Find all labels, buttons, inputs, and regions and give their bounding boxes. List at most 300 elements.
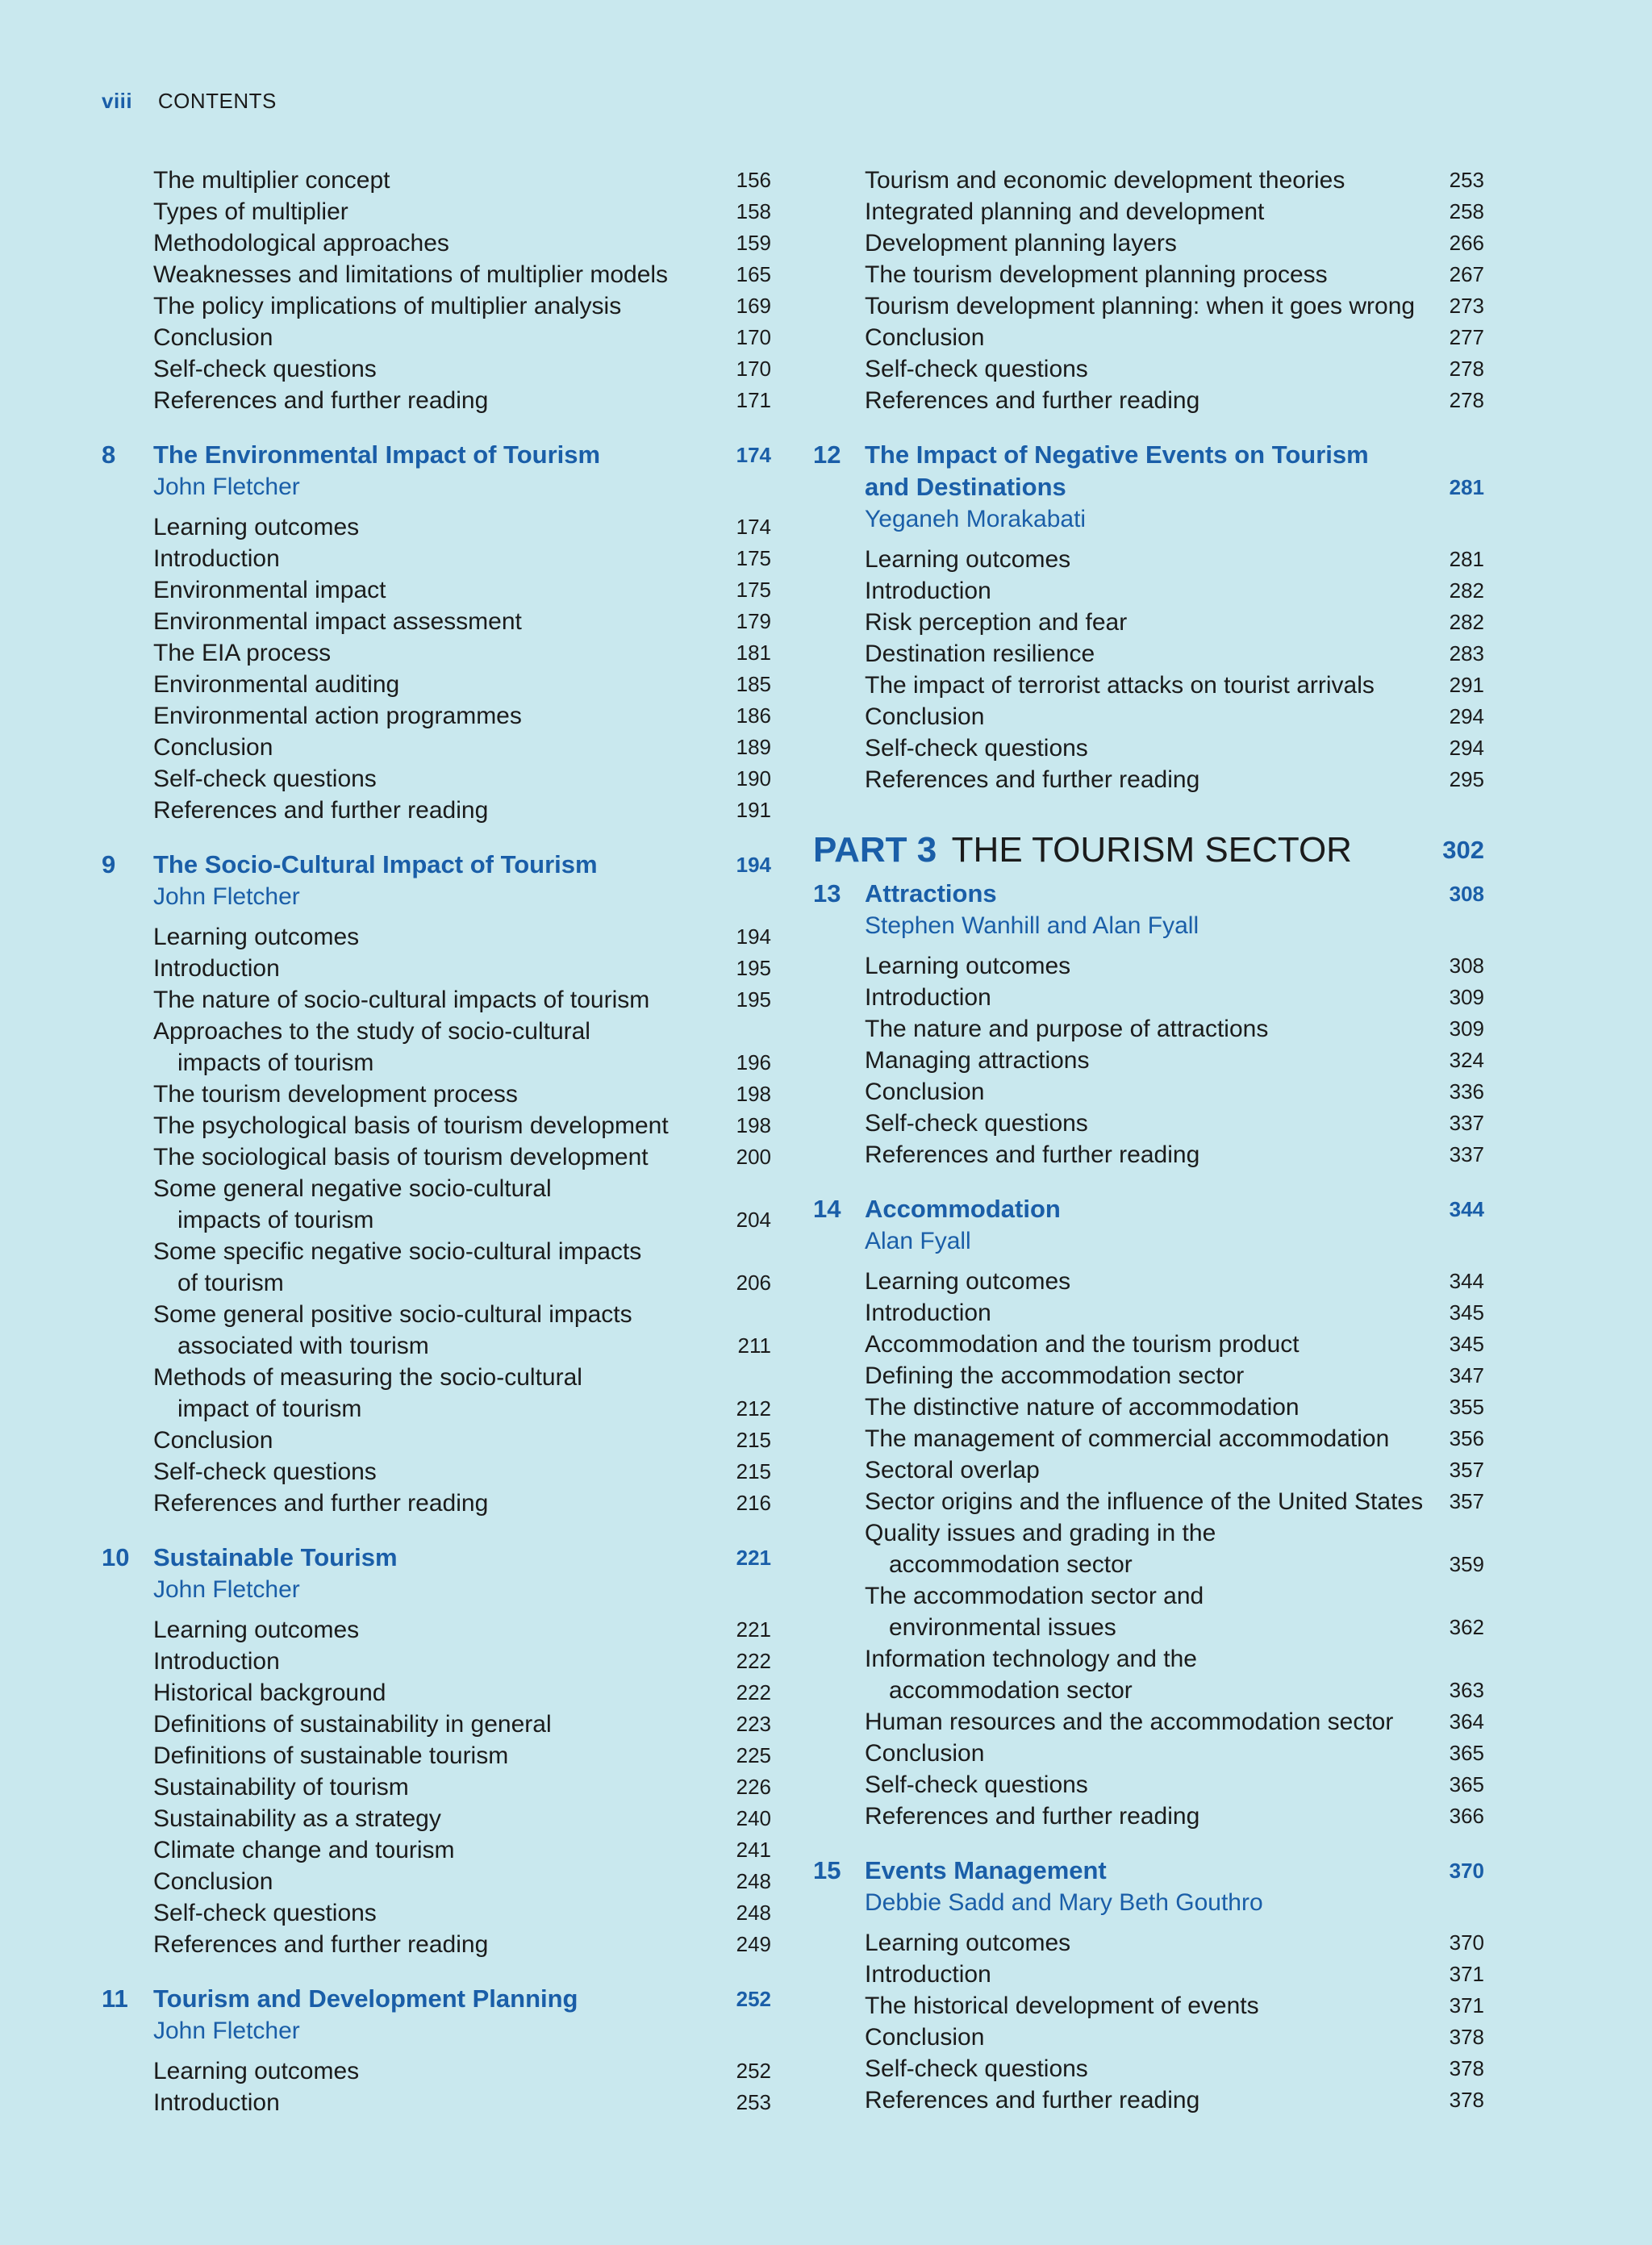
toc-entry-title: Quality issues and grading in the	[865, 1520, 1216, 1546]
toc-entry[interactable]	[102, 1456, 771, 1488]
toc-entry-title: Learning outcomes	[153, 924, 360, 950]
toc-entry-title: The tourism development planning process	[865, 261, 1328, 288]
toc-entry-page: 170	[736, 357, 771, 381]
toc-entry[interactable]	[102, 763, 771, 795]
toc-entry[interactable]	[102, 259, 771, 290]
toc-entry-title: Tourism development planning: when it goes wrong	[865, 293, 1416, 319]
toc-entry-title: Some general negative socio-cultural	[153, 1175, 552, 1202]
toc-entry-title: Learning outcomes	[865, 1930, 1071, 1956]
chapter-author: John Fletcher	[153, 2018, 300, 2044]
toc-entry[interactable]	[102, 1079, 771, 1110]
toc-entry-page: 215	[736, 1459, 771, 1483]
toc-entry[interactable]	[102, 385, 771, 416]
toc-entry-page: 294	[1449, 704, 1484, 728]
toc-entry[interactable]	[813, 1266, 1484, 1297]
toc-entry[interactable]	[102, 1362, 771, 1393]
toc-entry-title: Self-check questions	[153, 1458, 377, 1485]
toc-entry-page: 266	[1449, 231, 1484, 255]
toc-entry-title: Environmental action programmes	[153, 703, 522, 729]
toc-entry[interactable]	[102, 1834, 771, 1866]
chapter-heading[interactable]	[813, 1855, 1484, 1887]
toc-entry-page: 158	[736, 199, 771, 223]
toc-entry-title: Self-check questions	[153, 1900, 377, 1926]
toc-entry-page: 282	[1449, 610, 1484, 634]
toc-entry[interactable]	[102, 1110, 771, 1141]
toc-entry-title: Self-check questions	[865, 735, 1088, 762]
toc-entry-page: 252	[736, 2059, 771, 2083]
toc-entry-page: 194	[736, 924, 771, 949]
toc-entry-title: accommodation sector	[889, 1677, 1133, 1704]
chapter-heading[interactable]	[813, 878, 1484, 910]
toc-entry[interactable]	[102, 1771, 771, 1803]
toc-entry[interactable]	[102, 2087, 771, 2118]
toc-entry-title: Conclusion	[153, 734, 273, 761]
chapter-heading[interactable]	[813, 1193, 1484, 1225]
toc-entry[interactable]	[102, 1709, 771, 1740]
toc-entry-title: Human resources and the accommodation sector	[865, 1709, 1394, 1735]
toc-entry[interactable]	[102, 543, 771, 574]
chapter-author: Alan Fyall	[865, 1228, 971, 1254]
toc-entry-page: 170	[736, 325, 771, 349]
chapter-number: 11	[102, 1984, 128, 2013]
toc-list	[813, 950, 1484, 1170]
toc-entry[interactable]	[813, 764, 1484, 795]
toc-entry-title: Introduction	[153, 545, 280, 572]
left-column	[102, 165, 771, 2118]
toc-entry-title: Self-check questions	[865, 1771, 1088, 1798]
toc-list	[813, 1927, 1484, 2116]
toc-entry-title: The multiplier concept	[153, 167, 390, 194]
toc-list	[102, 1614, 771, 1960]
toc-list	[102, 165, 771, 416]
toc-entry-title: The historical development of events	[865, 1993, 1259, 2019]
toc-entry[interactable]	[102, 1677, 771, 1709]
toc-entry-page: 282	[1449, 578, 1484, 603]
toc-entry[interactable]	[102, 700, 771, 732]
chapter-11	[102, 1983, 771, 2118]
toc-entry-page: 345	[1449, 1300, 1484, 1325]
toc-entry-page: 215	[736, 1428, 771, 1452]
toc-entry-page: 195	[736, 956, 771, 980]
toc-entry[interactable]	[813, 732, 1484, 764]
chapter-heading[interactable]	[813, 439, 1484, 503]
toc-entry-title: impacts of tourism	[177, 1207, 374, 1233]
toc-entry-page: 174	[736, 515, 771, 539]
toc-entry-page: 294	[1449, 736, 1484, 760]
toc-entry[interactable]	[102, 1047, 771, 1079]
toc-entry-page: 336	[1449, 1079, 1484, 1104]
toc-entry[interactable]	[102, 196, 771, 227]
toc-entry-title: impacts of tourism	[177, 1049, 374, 1076]
toc-entry-page: 212	[736, 1396, 771, 1421]
toc-entry-title: The accommodation sector and	[865, 1583, 1204, 1609]
chapter-number: 9	[102, 850, 116, 878]
toc-entry-page: 186	[736, 703, 771, 728]
toc-entry-title: References and further reading	[865, 766, 1200, 793]
chapter-heading[interactable]	[102, 849, 771, 881]
chapter-title: Tourism and Development Planning	[153, 1984, 578, 2013]
toc-entry[interactable]	[102, 353, 771, 385]
part-heading[interactable]	[813, 828, 1484, 873]
chapter-7-continued	[102, 165, 771, 416]
toc-entry[interactable]	[102, 1267, 771, 1299]
toc-entry-page: 185	[736, 672, 771, 696]
toc-entry[interactable]	[813, 322, 1484, 353]
toc-entry[interactable]	[813, 982, 1484, 1013]
toc-list	[813, 544, 1484, 795]
toc-entry-title: Learning outcomes	[865, 546, 1071, 573]
toc-entry[interactable]	[102, 1204, 771, 1236]
toc-entry-title: Conclusion	[153, 324, 273, 351]
toc-entry[interactable]	[102, 1803, 771, 1834]
toc-entry[interactable]	[102, 669, 771, 700]
toc-list	[813, 165, 1484, 416]
toc-entry-title: Conclusion	[865, 703, 985, 730]
toc-entry-title: The psychological basis of tourism development	[153, 1112, 669, 1139]
toc-entry-page: 171	[736, 388, 771, 412]
toc-entry[interactable]	[813, 1329, 1484, 1360]
toc-entry[interactable]	[813, 1486, 1484, 1517]
toc-entry-page: 175	[736, 546, 771, 570]
toc-entry-title: accommodation sector	[889, 1551, 1133, 1578]
toc-entry-page: 344	[1449, 1269, 1484, 1293]
toc-entry[interactable]	[102, 290, 771, 322]
toc-entry-page: 249	[736, 1932, 771, 1956]
toc-entry-title: Conclusion	[865, 1079, 985, 1105]
toc-entry-page: 204	[736, 1208, 771, 1232]
toc-entry-page: 277	[1449, 325, 1484, 349]
toc-entry[interactable]	[102, 322, 771, 353]
toc-entry-title: Conclusion	[153, 1427, 273, 1454]
toc-entry-title: Defining the accommodation sector	[865, 1362, 1245, 1389]
toc-entry-title: Conclusion	[865, 1740, 985, 1767]
toc-entry[interactable]	[102, 1929, 771, 1960]
toc-entry[interactable]	[813, 165, 1484, 196]
chapter-number: 15	[813, 1856, 841, 1884]
toc-entry[interactable]	[102, 795, 771, 826]
toc-entry[interactable]	[813, 544, 1484, 575]
toc-entry-title: Tourism and economic development theories	[865, 167, 1345, 194]
toc-entry-page: 175	[736, 578, 771, 602]
toc-list	[813, 1266, 1484, 1832]
toc-entry-title: Self-check questions	[865, 1110, 1088, 1137]
toc-entry[interactable]	[813, 638, 1484, 670]
toc-entry[interactable]	[102, 1299, 771, 1330]
toc-entry-page: 345	[1449, 1332, 1484, 1356]
running-title: CONTENTS	[157, 89, 277, 113]
toc-entry-page: 258	[1449, 199, 1484, 223]
chapter-title: Sustainable Tourism	[153, 1543, 398, 1571]
toc-entry-title: References and further reading	[865, 1141, 1200, 1168]
toc-entry-page: 222	[736, 1680, 771, 1705]
toc-entry[interactable]	[813, 290, 1484, 322]
toc-entry-page: 159	[736, 231, 771, 255]
toc-entry[interactable]	[813, 1423, 1484, 1454]
chapter-title-line-2: and Destinations	[865, 473, 1066, 501]
toc-entry-page: 378	[1449, 2025, 1484, 2049]
toc-entry[interactable]	[813, 1013, 1484, 1045]
toc-entry[interactable]	[102, 1236, 771, 1267]
toc-entry-title: Definitions of sustainability in general	[153, 1711, 552, 1738]
chapter-10	[102, 1542, 771, 1960]
toc-entry[interactable]	[102, 953, 771, 984]
toc-entry-title: Weaknesses and limitations of multiplier models	[153, 261, 669, 288]
chapter-heading[interactable]	[102, 1542, 771, 1574]
toc-entry-page: 273	[1449, 294, 1484, 318]
toc-entry-title: Introduction	[153, 955, 280, 982]
toc-entry[interactable]	[102, 1425, 771, 1456]
toc-entry-page: 196	[736, 1050, 771, 1075]
toc-entry[interactable]	[102, 165, 771, 196]
toc-entry[interactable]	[813, 1675, 1484, 1706]
chapter-author: Stephen Wanhill and Alan Fyall	[865, 912, 1199, 939]
toc-entry-page: 198	[736, 1082, 771, 1106]
toc-entry[interactable]	[813, 1769, 1484, 1801]
toc-entry[interactable]	[813, 1454, 1484, 1486]
toc-entry-page: 267	[1449, 262, 1484, 286]
toc-entry-title: Introduction	[153, 2089, 280, 2116]
toc-entry-title: impact of tourism	[177, 1396, 362, 1422]
toc-entry-page: 308	[1449, 953, 1484, 978]
toc-entry-title: Climate change and tourism	[153, 1837, 455, 1863]
chapter-heading[interactable]	[102, 439, 771, 471]
chapter-author: John Fletcher	[153, 883, 300, 910]
toc-entry[interactable]	[102, 1897, 771, 1929]
toc-entry[interactable]	[813, 353, 1484, 385]
toc-entry-title: References and further reading	[153, 797, 489, 824]
toc-entry-page: 309	[1449, 1016, 1484, 1041]
toc-entry-title: Environmental auditing	[153, 671, 400, 698]
toc-entry[interactable]	[813, 385, 1484, 416]
chapter-title: Accommodation	[865, 1195, 1061, 1223]
toc-entry-page: 337	[1449, 1142, 1484, 1166]
toc-entry[interactable]	[102, 1488, 771, 1519]
toc-entry-title: Sector origins and the influence of the United States	[865, 1488, 1424, 1515]
toc-entry[interactable]	[813, 1045, 1484, 1076]
toc-entry[interactable]	[102, 984, 771, 1016]
toc-entry[interactable]	[102, 1646, 771, 1677]
toc-entry-page: 253	[1449, 168, 1484, 192]
toc-entry[interactable]	[102, 732, 771, 763]
toc-entry-title: The policy implications of multiplier analysis	[153, 293, 622, 319]
toc-entry-page: 365	[1449, 1772, 1484, 1796]
toc-entry-title: Learning outcomes	[153, 1617, 360, 1643]
toc-entry[interactable]	[813, 607, 1484, 638]
toc-entry-page: 253	[736, 2090, 771, 2114]
chapter-title-line-1: The Impact of Negative Events on Tourism	[865, 440, 1369, 469]
toc-entry[interactable]	[813, 1580, 1484, 1612]
toc-entry[interactable]	[813, 1959, 1484, 1990]
toc-entry[interactable]	[102, 1740, 771, 1771]
toc-entry[interactable]	[102, 574, 771, 606]
toc-entry-title: Sustainability of tourism	[153, 1774, 409, 1801]
toc-entry[interactable]	[102, 606, 771, 637]
toc-entry-page: 371	[1449, 1993, 1484, 2018]
toc-entry-title: Learning outcomes	[153, 514, 360, 540]
toc-entry-page: 189	[736, 735, 771, 759]
toc-entry-page: 206	[736, 1271, 771, 1295]
toc-entry[interactable]	[813, 950, 1484, 982]
toc-entry-title: The EIA process	[153, 640, 332, 666]
toc-entry[interactable]	[102, 227, 771, 259]
toc-entry-page: 378	[1449, 2088, 1484, 2112]
toc-entry-page: 211	[737, 1333, 771, 1358]
part-title: THE TOURISM SECTOR	[951, 830, 1352, 870]
chapter-author: John Fletcher	[153, 474, 300, 500]
toc-entry[interactable]	[813, 1517, 1484, 1549]
chapter-12	[813, 439, 1484, 795]
toc-entry[interactable]	[813, 1076, 1484, 1108]
toc-entry-title: Self-check questions	[153, 356, 377, 382]
chapter-number: 13	[813, 879, 841, 908]
toc-entry[interactable]	[813, 670, 1484, 701]
toc-entry-title: Definitions of sustainable tourism	[153, 1742, 509, 1769]
toc-entry[interactable]	[102, 637, 771, 669]
toc-entry[interactable]	[813, 1360, 1484, 1392]
chapter-title: The Socio-Cultural Impact of Tourism	[153, 850, 598, 878]
toc-entry[interactable]	[813, 1139, 1484, 1170]
toc-entry-page: 190	[736, 766, 771, 791]
toc-entry-title: Self-check questions	[153, 766, 377, 792]
page-header	[102, 89, 277, 114]
toc-entry-title: Sectoral overlap	[865, 1457, 1040, 1483]
chapter-15	[813, 1855, 1484, 2116]
chapter-number: 14	[813, 1195, 841, 1223]
toc-entry[interactable]	[813, 1392, 1484, 1423]
chapter-number: 8	[102, 440, 116, 469]
toc-entry-title: Environmental impact assessment	[153, 608, 522, 635]
toc-entry[interactable]	[813, 1297, 1484, 1329]
toc-entry-page: 226	[736, 1775, 771, 1799]
toc-entry[interactable]	[102, 511, 771, 543]
toc-entry-title: Conclusion	[865, 324, 985, 351]
chapter-13	[813, 878, 1484, 1170]
toc-entry-page: 324	[1449, 1048, 1484, 1072]
page-number: viii	[102, 89, 133, 113]
chapter-9	[102, 849, 771, 1519]
toc-entry[interactable]	[813, 1108, 1484, 1139]
toc-entry[interactable]	[813, 259, 1484, 290]
toc-entry-title: Some general positive socio-cultural impacts	[153, 1301, 632, 1328]
toc-entry-title: Managing attractions	[865, 1047, 1090, 1074]
toc-entry-title: References and further reading	[865, 1803, 1200, 1830]
toc-entry-title: Introduction	[865, 1300, 991, 1326]
toc-entry[interactable]	[813, 196, 1484, 227]
toc-entry[interactable]	[813, 1738, 1484, 1769]
toc-entry[interactable]	[813, 1643, 1484, 1675]
toc-entry-page: 347	[1449, 1363, 1484, 1387]
toc-entry-title: Methods of measuring the socio-cultural	[153, 1364, 582, 1391]
toc-entry-page: 179	[736, 609, 771, 633]
toc-entry[interactable]	[102, 1141, 771, 1173]
toc-list	[102, 921, 771, 1519]
toc-entry[interactable]	[813, 1927, 1484, 1959]
part-label: PART 3	[813, 830, 937, 870]
toc-entry[interactable]	[813, 1990, 1484, 2022]
toc-entry-title: Methodological approaches	[153, 230, 449, 257]
toc-entry-title: Destination resilience	[865, 641, 1095, 667]
chapter-author: John Fletcher	[153, 1576, 300, 1603]
toc-entry[interactable]	[813, 1612, 1484, 1643]
toc-entry-page: 291	[1449, 673, 1484, 697]
toc-entry-page: 240	[736, 1806, 771, 1830]
toc-entry[interactable]	[813, 2053, 1484, 2084]
toc-entry[interactable]	[102, 2055, 771, 2087]
toc-entry-title: Introduction	[153, 1648, 280, 1675]
toc-entry-page: 216	[736, 1491, 771, 1515]
toc-list	[102, 2055, 771, 2118]
toc-entry[interactable]	[813, 2022, 1484, 2053]
toc-entry-page: 309	[1449, 985, 1484, 1009]
toc-entry-title: Introduction	[865, 1961, 991, 1988]
toc-entry-title: associated with tourism	[177, 1333, 429, 1359]
toc-entry-page: 278	[1449, 388, 1484, 412]
chapter-page: 308	[1449, 882, 1484, 906]
toc-entry-page: 364	[1449, 1709, 1484, 1734]
toc-entry-title: Self-check questions	[865, 356, 1088, 382]
chapter-page: 221	[736, 1546, 771, 1570]
chapter-page: 344	[1449, 1197, 1484, 1221]
toc-entry-title: References and further reading	[153, 1931, 489, 1958]
toc-entry-page: 371	[1449, 1962, 1484, 1986]
toc-entry-page: 283	[1449, 641, 1484, 666]
toc-entry-title: Integrated planning and development	[865, 198, 1265, 225]
toc-entry[interactable]	[813, 575, 1484, 607]
toc-entry-page: 365	[1449, 1741, 1484, 1765]
chapter-title: The Environmental Impact of Tourism	[153, 440, 601, 469]
toc-entry-page: 248	[736, 1869, 771, 1893]
toc-entry-title: Sustainability as a strategy	[153, 1805, 441, 1832]
toc-entry[interactable]	[102, 1173, 771, 1204]
toc-entry-page: 222	[736, 1649, 771, 1673]
toc-entry-title: of tourism	[177, 1270, 284, 1296]
chapter-heading[interactable]	[102, 1983, 771, 2015]
toc-entry[interactable]	[102, 1016, 771, 1047]
toc-entry[interactable]	[813, 701, 1484, 732]
toc-entry-title: Learning outcomes	[153, 2058, 360, 2084]
chapter-page: 174	[736, 443, 771, 467]
toc-entry-page: 366	[1449, 1804, 1484, 1828]
toc-entry-title: Historical background	[153, 1680, 386, 1706]
toc-entry[interactable]	[813, 227, 1484, 259]
toc-entry-page: 191	[736, 798, 771, 822]
chapter-8	[102, 439, 771, 826]
toc-entry-title: Some specific negative socio-cultural impacts	[153, 1238, 642, 1265]
toc-entry-title: Environmental impact	[153, 577, 386, 603]
toc-entry[interactable]	[102, 1614, 771, 1646]
toc-entry[interactable]	[102, 921, 771, 953]
toc-entry[interactable]	[102, 1393, 771, 1425]
toc-entry-title: References and further reading	[865, 387, 1200, 414]
toc-entry[interactable]	[813, 1801, 1484, 1832]
toc-entry-title: Risk perception and fear	[865, 609, 1128, 636]
toc-entry-page: 295	[1449, 767, 1484, 791]
toc-entry-page: 241	[736, 1838, 771, 1862]
toc-entry[interactable]	[813, 2084, 1484, 2116]
toc-entry-page: 281	[1449, 547, 1484, 571]
toc-entry[interactable]	[813, 1706, 1484, 1738]
toc-entry-page: 356	[1449, 1426, 1484, 1450]
chapter-page: 281	[1449, 475, 1484, 499]
toc-entry-title: The tourism development process	[153, 1081, 518, 1108]
toc-entry-title: The sociological basis of tourism development	[153, 1144, 649, 1170]
toc-entry[interactable]	[813, 1549, 1484, 1580]
toc-entry-title: References and further reading	[865, 2087, 1200, 2114]
toc-entry[interactable]	[102, 1330, 771, 1362]
toc-entry[interactable]	[102, 1866, 771, 1897]
toc-entry-title: Development planning layers	[865, 230, 1177, 257]
chapter-page: 252	[736, 1987, 771, 2011]
